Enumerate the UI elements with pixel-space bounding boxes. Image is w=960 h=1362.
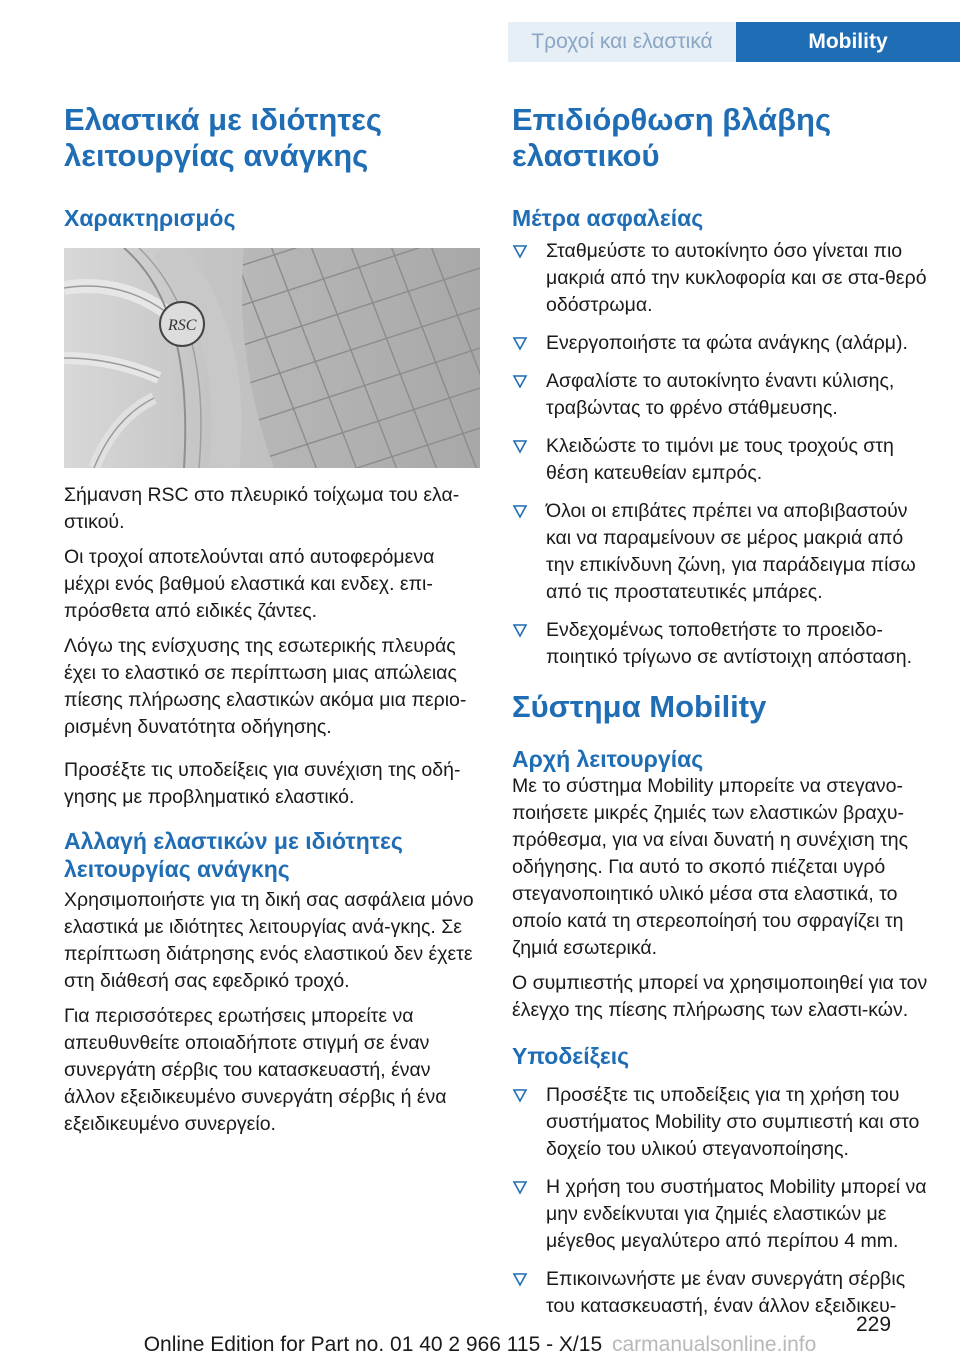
notes-list	[512, 1082, 932, 1320]
triangle-bullet-icon	[512, 373, 528, 389]
list-item-text: Σταθμεύστε το αυτοκίνητο όσο γίνεται πιο μακριά από την κυκλοφορία και σε στα-θερό οδόστρωμα.	[546, 240, 927, 316]
section-title-run-flat: Ελαστικά με ιδιότητες λειτουργίας ανάγκης	[64, 102, 383, 173]
subheading-tire-change: Αλλαγή ελαστικών με ιδιότητες λειτουργίας ανάγκης	[64, 828, 403, 882]
paragraph-service-contact: Για περισσότερες ερωτήσεις μπορείτε να απευθυνθείτε οποιαδήποτε στιγμή σε έναν συνεργάτη σέρβις του κατασκευαστή, έναν άλλον εξειδικευμένο συνεργάτη σέρβις ή ένα εξειδικευμένο συνεργείο.	[64, 1005, 447, 1135]
triangle-bullet-icon	[512, 438, 528, 454]
edition-text: Online Edition for Part no. 01 40 2 966 115 - X/15	[143, 1333, 603, 1356]
list-item	[512, 368, 932, 422]
paragraph-reinforcement: Λόγω της ενίσχυσης της εσωτερικής πλευράς έχει το ελαστικό σε περίπτωση μιας απώλειας πίεσης πλήρωσης ελαστικών ακόμα μια περιο-ρισμένη δυνατότητα οδήγησης.	[64, 635, 467, 738]
list-item	[512, 617, 932, 671]
list-item	[512, 1082, 932, 1163]
page-header	[0, 22, 960, 62]
triangle-bullet-icon	[512, 503, 528, 519]
section-title-tire-repair: Επιδιόρθωση βλάβης ελαστικού	[512, 102, 832, 173]
tire-sidewall-figure	[64, 248, 480, 468]
triangle-bullet-icon	[512, 243, 528, 259]
triangle-bullet-icon	[512, 1271, 528, 1287]
list-item-text: Ενεργοποιήστε τα φώτα ανάγκης (αλάρμ).	[546, 332, 908, 354]
list-item-text: Επικοινωνήστε με έναν συνεργάτη σέρβις του κατασκευαστή, έναν άλλον εξειδικευ-	[546, 1268, 906, 1317]
triangle-bullet-icon	[512, 622, 528, 638]
triangle-bullet-icon	[512, 335, 528, 351]
subheading-characteristic: Χαρακτηρισμός	[64, 205, 236, 231]
list-item-text: Ενδεχομένως τοποθετήστε το προειδο-ποιητικό τρίγωνο σε αντίστοιχη απόσταση.	[546, 619, 913, 668]
subheading-principle: Αρχή λειτουργίας	[512, 746, 704, 772]
figure-caption: Σήμανση RSC στο πλευρικό τοίχωμα του ελα-στικού.	[64, 484, 460, 533]
page-footer	[0, 1333, 960, 1357]
paragraph-use-runflat: Χρησιμοποιήστε για τη δική σας ασφάλεια μόνο ελαστικά με ιδιότητες λειτουργίας ανά-γκης. Σε περίπτωση διάτρησης ενός ελαστικού δεν έχετε στη διάθεσή σας εφεδρικό τροχό.	[64, 889, 474, 992]
list-item	[512, 330, 932, 357]
list-item-text: Όλοι οι επιβάτες πρέπει να αποβιβαστούν και να παραμείνουν σε μέρος μακριά από την επικίνδυνη ζώνη, για παράδειγμα πίσω από τις προστατευτικές μπάρες.	[546, 500, 916, 603]
subheading-notes: Υποδείξεις	[512, 1043, 630, 1069]
safety-list	[512, 238, 932, 671]
triangle-bullet-icon	[512, 1179, 528, 1195]
watermark-site: carmanualsonline.info	[611, 1333, 817, 1356]
paragraph-notes-reference: Προσέξτε τις υποδείξεις για συνέχιση της οδή-γησης με προβληματικό ελαστικό.	[64, 759, 461, 808]
list-item-text: Κλειδώστε το τιμόνι με τους τροχούς στη θέση κατευθείαν εμπρός.	[546, 435, 894, 484]
subheading-safety-measures: Μέτρα ασφαλείας	[512, 205, 704, 231]
page-number: 229	[856, 1313, 892, 1336]
paragraph-wheels: Οι τροχοί αποτελούνται από αυτοφερόμενα μέχρι ενός βαθμού ελαστικά και ενδεχ. επι-πρόσθετα από ειδικές ζάντες.	[64, 546, 435, 622]
list-item-text: Ασφαλίστε το αυτοκίνητο έναντι κύλισης, τραβώντας το φρένο στάθμευσης.	[546, 370, 895, 419]
list-item	[512, 1266, 932, 1320]
svg-text:RSC: RSC	[168, 317, 197, 334]
list-item	[512, 433, 932, 487]
list-item	[512, 498, 932, 606]
paragraph-compressor: Ο συμπιεστής μπορεί να χρησιμοποιηθεί για τον έλεγχο της πίεσης πλήρωσης των ελαστι-κών.	[512, 972, 928, 1021]
list-item-text: Η χρήση του συστήματος Mobility μπορεί να μην ενδείκνυται για ζημιές ελαστικών με μέγεθος μεγαλύτερο από περίπου 4 mm.	[546, 1176, 927, 1252]
chapter-tab: Τροχοί και ελαστικά	[508, 22, 736, 62]
triangle-bullet-icon	[512, 1087, 528, 1103]
paragraph-mobility-principle: Με το σύστημα Mobility μπορείτε να στεγανο-ποιήσετε μικρές ζημιές των ελαστικών βραχυ-πρόθεσμα, για να είναι δυνατή η συνέχιση της οδήγησης. Για αυτό το σκοπό πιέζεται υγρό στεγανοποιητικό υλικό μέσα στα ελαστικά, το οποίο κατά τη στερεοποίησή του σφραγίζει τη ζημιά εσωτερικά.	[512, 775, 909, 959]
list-item	[512, 1174, 932, 1255]
left-column	[64, 102, 484, 1146]
right-column	[512, 102, 932, 1331]
section-title-mobility: Σύστημα Mobility	[512, 689, 767, 724]
list-item	[512, 238, 932, 319]
section-tab: Mobility	[736, 22, 960, 62]
list-item-text: Προσέξτε τις υποδείξεις για τη χρήση του συστήματος Mobility στο συμπιεστή και στο δοχείο του υλικού στεγανοποίησης.	[546, 1084, 920, 1160]
